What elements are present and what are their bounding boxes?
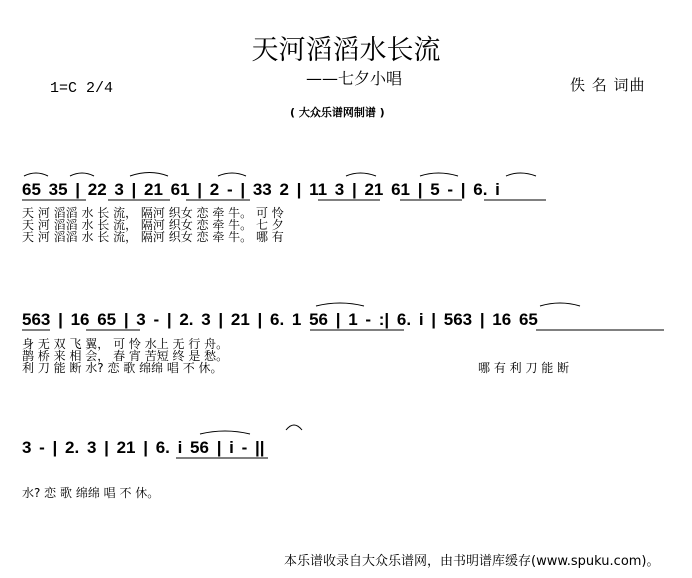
lyric-line-1-verse-3: 天 河 滔滔 水 长 流， 隔河 织女 恋 牵 牛。 哪 有 bbox=[22, 230, 284, 244]
slur-mark bbox=[506, 173, 536, 176]
slur-mark bbox=[218, 173, 246, 176]
slur-mark bbox=[316, 303, 364, 306]
footer-note: 本乐谱收录自大众乐谱网，由书明谱库缓存(www.spuku.com)。 bbox=[284, 554, 660, 569]
slur-mark bbox=[540, 303, 580, 306]
lyric-line-2-verse-1: 身 无 双 飞 翼， 可 怜 水上 无 行 舟。 bbox=[22, 337, 229, 351]
maker-note: ( 大众乐谱网制谱 ) bbox=[290, 106, 385, 119]
slur-mark bbox=[200, 431, 250, 434]
lyric-line-3-verse-1: 水? 恋 歌 绵绵 唱 不 休。 bbox=[22, 486, 160, 500]
slur-mark bbox=[130, 173, 168, 177]
song-title: 天河滔滔水长流 bbox=[251, 35, 441, 66]
slur-mark bbox=[70, 173, 94, 176]
fermata-mark bbox=[286, 425, 302, 430]
slur-mark bbox=[24, 173, 48, 176]
notes-line-3: 3 - | 2. 3 | 21 | 6. i 56 | i - || bbox=[22, 438, 265, 457]
credit: 佚 名 词曲 bbox=[570, 76, 646, 94]
lyric-line-2-tail: 哪 有 利 刀 能 断 bbox=[478, 361, 570, 375]
slur-mark bbox=[420, 173, 458, 176]
lyric-line-1-verse-1: 天 河 滔滔 水 长 流， 隔河 织女 恋 牵 牛。 可 怜 bbox=[22, 206, 284, 220]
song-subtitle: ——七夕小唱 bbox=[306, 69, 403, 88]
notes-line-2: 563 | 16 65 | 3 - | 2. 3 | 21 | 6. 1 56 | 1 - :| 6. i | 563 | 16 65 bbox=[22, 310, 538, 329]
lyric-line-1-verse-2: 天 河 滔滔 水 长 流， 隔河 织女 恋 牵 牛。 七 夕 bbox=[22, 218, 284, 232]
slur-mark bbox=[346, 173, 376, 176]
key-signature: 1=C 2/4 bbox=[50, 80, 114, 97]
notes-line-1: 65 35 | 22 3 | 21 61 | 2 - | 33 2 | 11 3 | 21 61 | 5 - | 6. i bbox=[22, 180, 500, 199]
lyric-line-2-verse-3: 利 刀 能 断 水? 恋 歌 绵绵 唱 不 休。 bbox=[22, 361, 223, 375]
lyric-line-2-verse-2: 鹊 桥 来 相 会， 春 宵 苦短 终 是 愁。 bbox=[22, 349, 229, 363]
